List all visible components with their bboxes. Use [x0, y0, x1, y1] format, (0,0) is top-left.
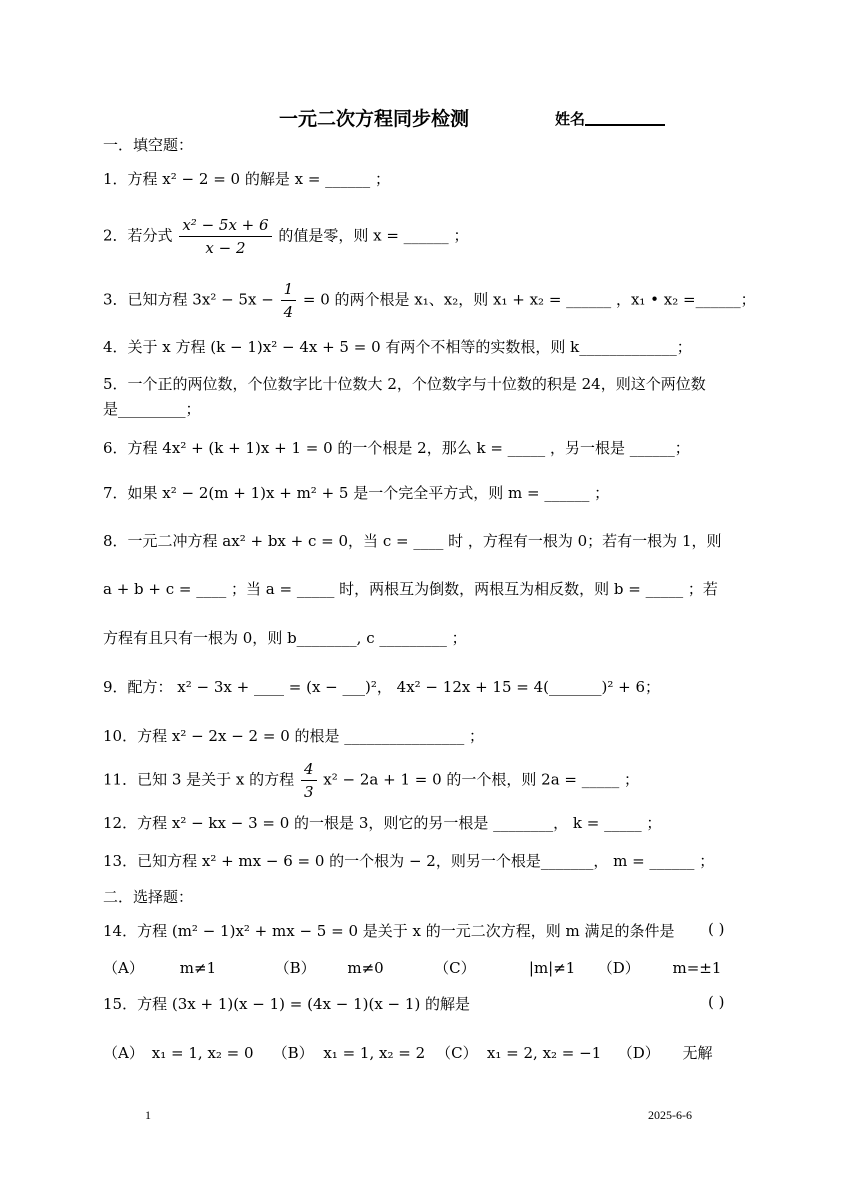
question-5-line-2: 是_________；: [103, 400, 201, 418]
option-a-label: （A）: [103, 959, 144, 977]
question-6: 6．方程 4x² + (k + 1)x + 1 = 0 的一个根是 2，那么 k = _____ ，另一根是 ______；: [103, 439, 690, 457]
option-a-label: （A）: [103, 1044, 144, 1062]
question-3-suffix: = 0 的两个根是 x₁、x₂，则 x₁ + x₂ = ______ ，x₁ • x₂ =______；: [302, 290, 756, 309]
fraction-denominator: 4: [283, 303, 294, 321]
question-14-options: [103, 957, 820, 978]
option-b-label: （B）: [274, 959, 316, 977]
answer-paren-15: ( ): [708, 993, 725, 1011]
section-fill-in: 一．填空题：: [103, 136, 194, 154]
page-title: 一元二次方程同步检测: [279, 108, 470, 130]
name-blank: [585, 110, 665, 126]
fraction-denominator: 3: [303, 783, 314, 801]
option-b-text: x₁ = 1, x₂ = 2: [323, 1044, 426, 1062]
question-3: [103, 280, 820, 321]
question-11: [103, 760, 820, 801]
question-13: 13．已知方程 x² + mx − 6 = 0 的一个根为 − 2，则另一个根是_______， m = ______ ；: [103, 852, 715, 870]
option-c-label: （C）: [434, 959, 476, 977]
question-11-suffix: x² − 2a + 1 = 0 的一个根，则 2a = _____ ；: [323, 770, 640, 789]
question-7: 7．如果 x² − 2(m + 1)x + m² + 5 是一个完全平方式，则 m = ______ ；: [103, 484, 610, 502]
question-3-fraction: [281, 280, 297, 321]
name-label: 姓名: [555, 110, 586, 128]
name-field: [555, 108, 665, 129]
question-12: 12．方程 x² − kx − 3 = 0 的一根是 3，则它的另一根是 ________， k = _____ ；: [103, 814, 662, 832]
option-b-text: m≠0: [347, 959, 384, 977]
question-14: 14．方程 (m² − 1)x² + mx − 5 = 0 是关于 x 的一元二次方程，则 m 满足的条件是: [103, 922, 675, 940]
question-2-prefix: 2．若分式: [103, 226, 173, 245]
fraction-numerator: 1: [281, 280, 297, 301]
footer-date: 2025-6-6: [648, 1108, 692, 1122]
option-a-text: x₁ = 1, x₂ = 0: [151, 1044, 254, 1062]
question-8-line-2: a + b + c = ____ ；当 a = _____ 时，两根互为倒数，两根互为相反数，则 b = _____ ；若: [103, 580, 718, 598]
question-15: 15．方程 (3x + 1)(x − 1) = (4x − 1)(x − 1) 的解是: [103, 995, 471, 1013]
question-11-fraction: [301, 760, 317, 801]
option-d-label: （D）: [597, 959, 640, 977]
question-8-line-1: 8．一元二冲方程 ax² + bx + c = 0，当 c = ____ 时 ，方程有一根为 0；若有一根为 1，则: [103, 532, 722, 550]
question-2: [103, 216, 820, 257]
question-4: 4．关于 x 方程 (k − 1)x² − 4x + 5 = 0 有两个不相等的实数根，则 k_____________；: [103, 338, 692, 356]
page-number: 1: [145, 1108, 151, 1122]
option-c-text: |m|≠1: [528, 959, 576, 977]
option-d-label: （D）: [617, 1044, 660, 1062]
question-3-prefix: 3．已知方程 3x² − 5x −: [103, 290, 274, 309]
option-c-text: x₁ = 2, x₂ = −1: [486, 1044, 602, 1062]
question-2-suffix: 的值是零，则 x = ______ ；: [278, 226, 469, 245]
option-a-text: m≠1: [179, 959, 217, 977]
answer-paren-14: ( ): [708, 920, 725, 938]
option-d-text: 无解: [682, 1044, 713, 1062]
fraction-numerator: 4: [301, 760, 317, 781]
question-2-fraction: [179, 216, 271, 257]
question-11-prefix: 11．已知 3 是关于 x 的方程: [103, 770, 295, 789]
fraction-denominator: x − 2: [205, 239, 246, 257]
option-b-label: （B）: [272, 1044, 314, 1062]
question-5-line-1: 5．一个正的两位数，个位数字比十位数大 2，个位数字与十位数的积是 24，则这个两位数: [103, 375, 706, 393]
option-c-label: （C）: [436, 1044, 478, 1062]
question-9: 9．配方： x² − 3x + ____ = (x − ___)²， 4x² − 12x + 15 = 4(_______)² + 6；: [103, 678, 661, 696]
question-15-options: [103, 1042, 820, 1063]
question-1: 1．方程 x² − 2 = 0 的解是 x = ______ ；: [103, 170, 390, 188]
question-8-line-3: 方程有且只有一根为 0，则 b________, c _________ ；: [103, 629, 467, 647]
question-10: 10．方程 x² − 2x − 2 = 0 的根是 ________________ ；: [103, 727, 485, 745]
option-d-text: m=±1: [672, 959, 722, 977]
fraction-numerator: x² − 5x + 6: [179, 216, 271, 237]
section-choice: 二．选择题：: [103, 888, 194, 906]
